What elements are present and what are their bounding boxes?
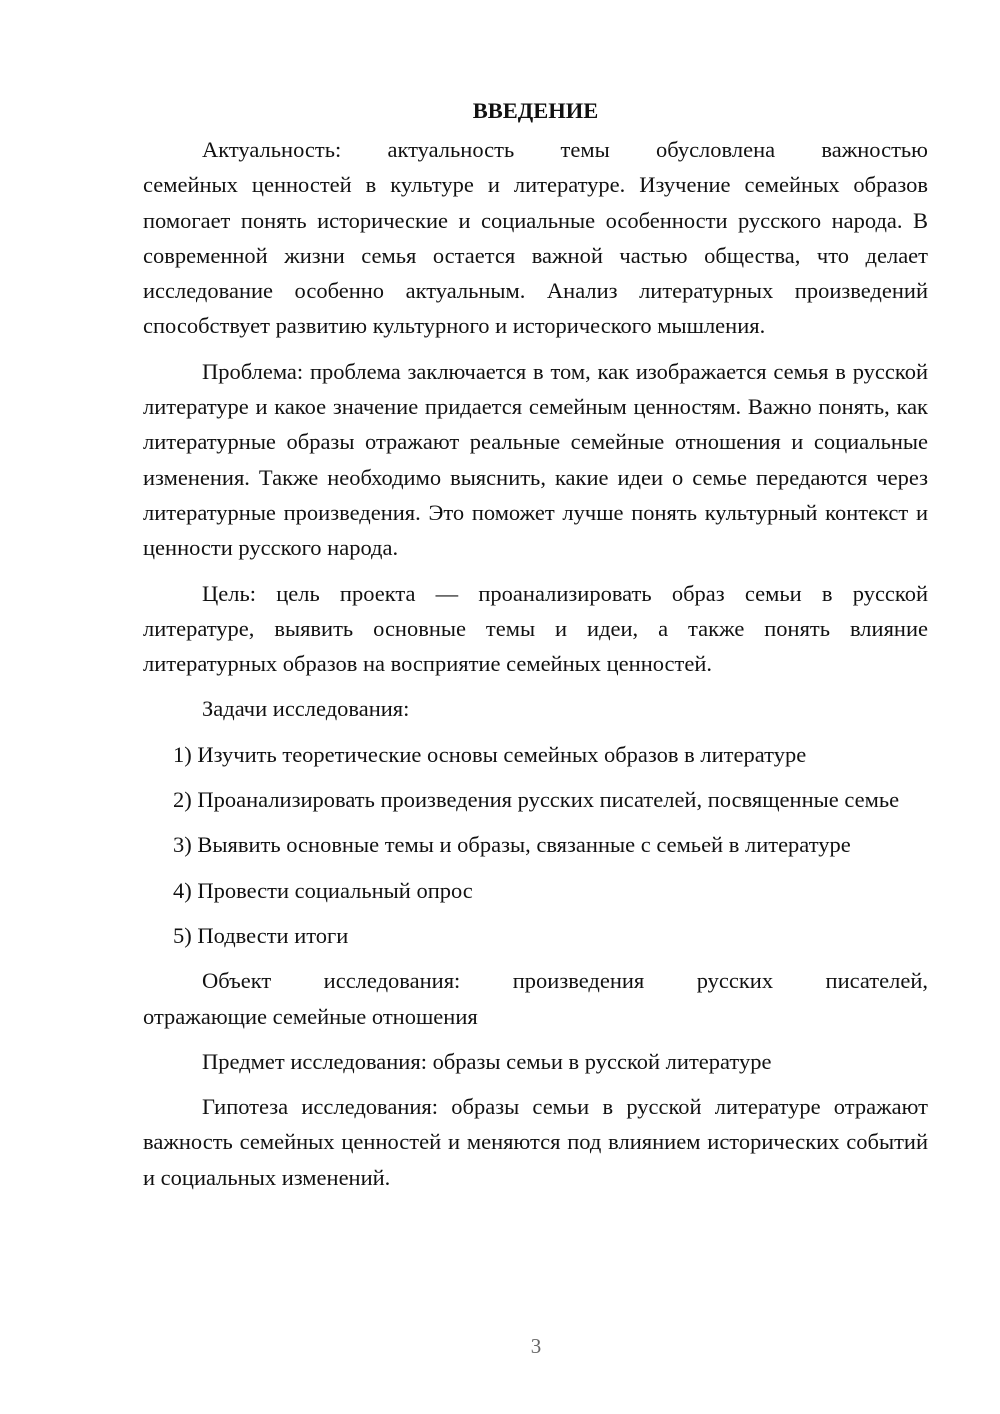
paragraph-relevance <box>143 132 928 344</box>
paragraph-object <box>143 963 928 1034</box>
task-item-1: 1) Изучить теоретические основы семейных образов в литературе <box>173 741 807 767</box>
paragraph-tasks-heading: Задачи исследования: <box>202 696 410 722</box>
paragraph-goal: Цель: цель проекта — проанализировать образ семьи в русской литературе, выявить основные темы и идеи, а также понять влияние литературных образов на восприятие семейных ценностей. <box>143 580 928 677</box>
paragraph-hypothesis: Гипотеза исследования: образы семьи в русской литературе отражают важность семейных ценностей и меняются под влиянием исторических событий и социальных изменений. <box>143 1094 928 1190</box>
paragraph-relevance-rest: семейных ценностей в культуре и литературе. Изучение семейных образов помогает понять исторические и социальные особенности русского народа. В современной жизни семья остается важной частью общества, что делает исследование особенно актуальным. Анализ литературных произведений способствует развитию культурного и исторического мышления. <box>143 172 928 339</box>
section-title: ВВЕДЕНИЕ <box>472 98 599 123</box>
document-body <box>143 93 928 1205</box>
paragraph-relevance-line-1: Актуальность: актуальность темы обусловлена важностью <box>202 137 928 162</box>
paragraph-problem: Проблема: проблема заключается в том, как изображается семья в русской литературе и какое значение придается семейным ценностям. Важно понять, как литературные образы отражают реальные семейные отношения и социальные изменения. Также необходимо выяснить, какие идеи о семье передаются через литературные произведения. Это поможет лучше понять культурный контекст и ценности русского народа. <box>143 358 928 561</box>
task-item-2: 2) Проанализировать произведения русских писателей, посвященные семье <box>173 787 900 813</box>
task-item-5: 5) Подвести итоги <box>173 922 349 948</box>
task-item-4: 4) Провести социальный опрос <box>173 877 473 903</box>
page-number: 3 <box>530 1334 542 1358</box>
paragraph-subject: Предмет исследования: образы семьи в русской литературе <box>202 1048 772 1074</box>
paragraph-object-line-1: Объект исследования: произведения русских писателей, <box>202 968 928 994</box>
paragraph-object-rest: отражающие семейные отношения <box>143 1003 478 1029</box>
task-item-3: 3) Выявить основные темы и образы, связанные с семьей в литературе <box>173 832 851 858</box>
